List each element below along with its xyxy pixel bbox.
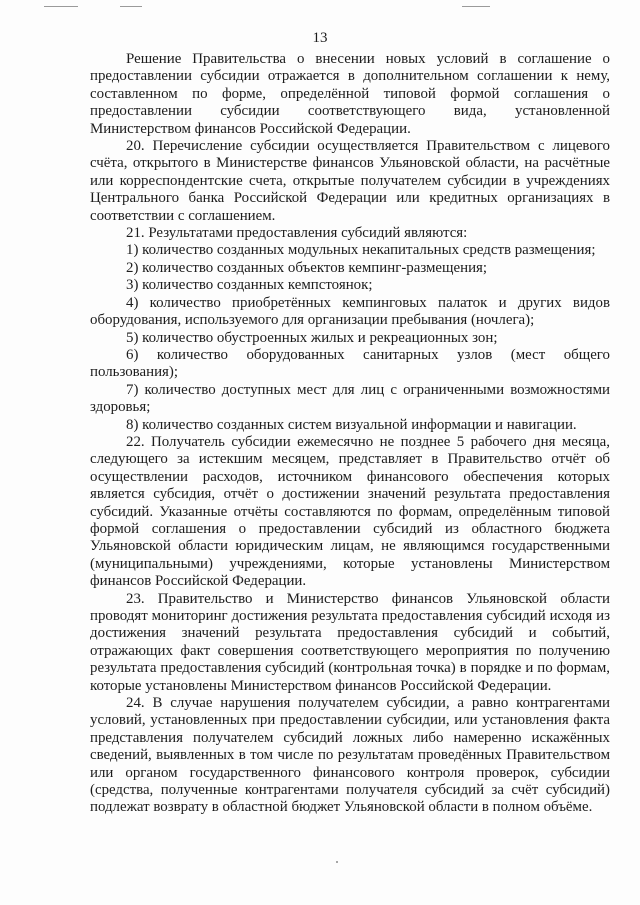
paragraph-24-refund: 24. В случае нарушения получателем субсидии, а равно контрагентами условий, установленных при предоставлении субсидии, или установления факта представления получателем субсидий ложных либо намеренно искажённых сведений, выявленных в том числе по результатам проведённых Правительством или органом государственного финансового контроля проверок, субсидии (средства, полученные контрагентами получателя субсидий за счёт субсидий) подлежат возврату в областной бюджет Ульяновской области в полном объёме. [90, 695, 610, 816]
list-item-4: 4) количество приобретённых кемпинговых палаток и других видов оборудования, используемого для организации пребывания (ночлега); [90, 294, 610, 329]
list-item-2: 2) количество созданных объектов кемпинг-размещения; [126, 259, 488, 276]
list-item-6: 6) количество оборудованных санитарных узлов (мест общего пользования); [90, 346, 610, 381]
scan-artifact-line [120, 6, 142, 7]
paragraph-23-monitoring: 23. Правительство и Министерство финансов Ульяновской области проводят мониторинг достижения результата предоставления субсидий исходя из достижения значений результата предоставления субсидий и событий, отражающих факт совершения соответствующего мероприятия по получению результата предоставления субсидий (контрольная точка) в порядке и по формам, которые установлены Министерством финансов Российской Федерации. [90, 590, 610, 694]
list-item-8: 8) количество созданных систем визуальной информации и навигации. [126, 416, 577, 433]
scan-artifact-speck [336, 861, 338, 863]
paragraph-subsidy-conditions: Решение Правительства о внесении новых условий в соглашение о предоставлении субсидии отражается в дополнительном соглашении к нему, составленном по форме, определённой типовой формой соглашения о предоставлении субсидии соответствующего вида, установленной Министерством финансов Российской Федерации. [90, 51, 610, 137]
paragraph-21-results: 21. Результатами предоставления субсидий являются: [126, 225, 468, 242]
list-item-7: 7) количество доступных мест для лиц с ограниченными возможностями здоровья; [90, 381, 610, 416]
list-item-5: 5) количество обустроенных жилых и рекреационных зон; [126, 329, 498, 346]
list-item-3: 3) количество созданных кемпстоянок; [126, 277, 373, 294]
scan-artifact-line [44, 6, 78, 7]
paragraph-22-reports: 22. Получатель субсидии ежемесячно не позднее 5 рабочего дня месяца, следующего за истекшим месяцем, представляет в Правительство отчёт об осуществлении расходов, источником финансового обеспечения которых является субсидия, отчёт о достижении значений результата предоставления субсидий. Указанные отчёты составляются по формам, определённым типовой формой соглашения о предоставлении субсидий из областного бюджета Ульяновской области юридическим лицам, не являющимся государственными (муниципальными) учреждениями, которые установлены Министерством финансов Российской Федерации. [90, 433, 610, 590]
paragraph-20-transfer: 20. Перечисление субсидии осуществляется Правительством с лицевого счёта, открытого в Министерстве финансов Ульяновской области, на расчётные или корреспондентские счета, открытые получателем субсидии в учреждениях Центрального банка Российской Федерации или кредитных организациях в соответствии с соглашением. [90, 138, 610, 224]
page-number: 13 [312, 30, 328, 46]
document-body [90, 51, 610, 817]
list-item-1: 1) количество созданных модульных некапитальных средств размещения; [126, 242, 596, 259]
scan-artifact-line [462, 6, 490, 7]
